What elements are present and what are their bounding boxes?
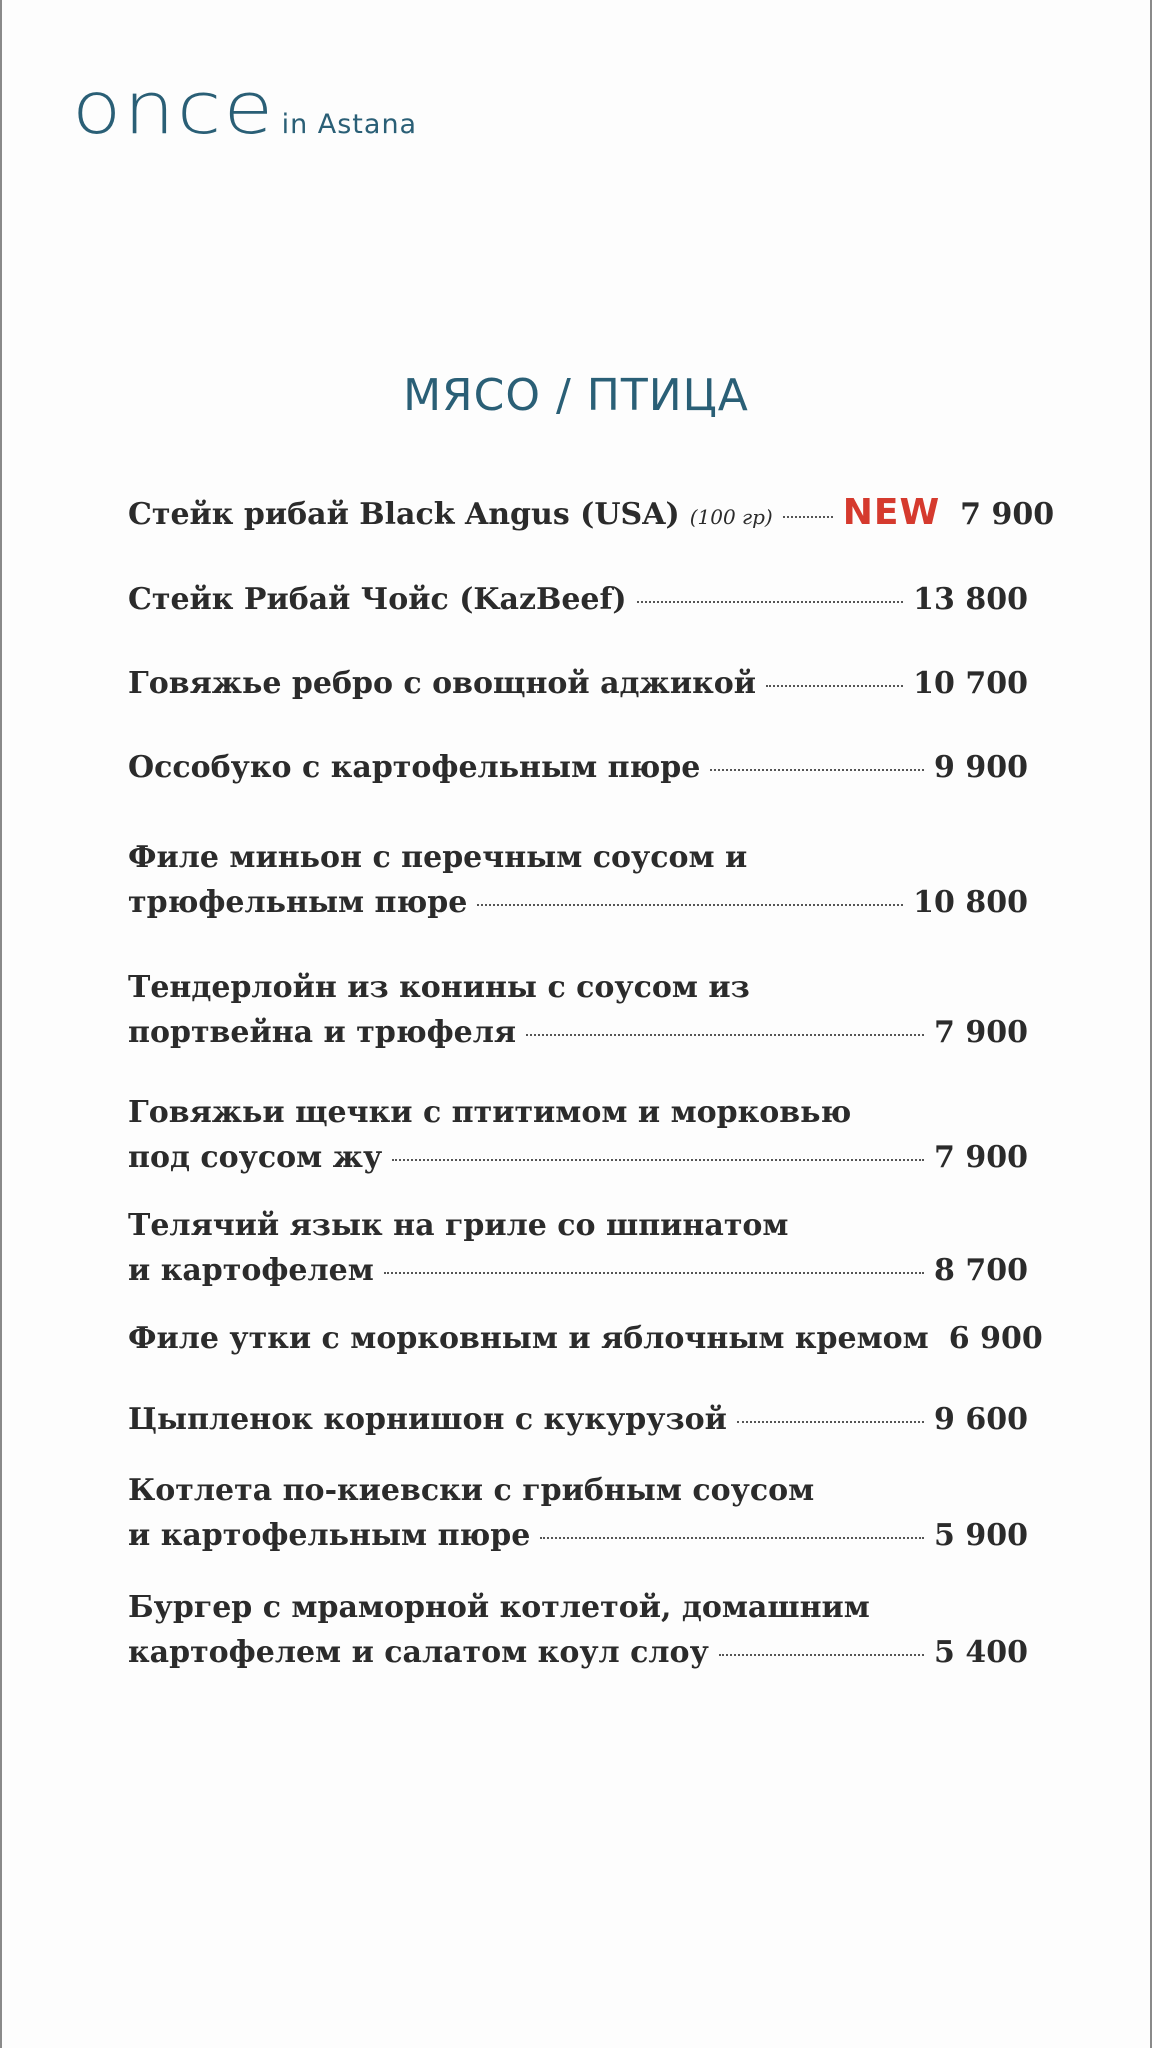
dish-price: 8 700 — [934, 1253, 1028, 1288]
dish-name: трюфельным пюре — [128, 885, 468, 920]
dish-price: 9 900 — [934, 750, 1028, 785]
logo-wordmark: once — [72, 66, 276, 150]
dish-name: и картофельным пюре — [128, 1518, 531, 1553]
section-title: МЯСО / ПТИЦА — [403, 370, 749, 421]
dish-name-line: Телячий язык на гриле со шпинатом — [128, 1208, 789, 1243]
dish-price: 10 700 — [913, 666, 1028, 701]
leader-dots — [540, 1537, 924, 1539]
leader-dots — [783, 516, 833, 518]
leader-dots — [710, 769, 924, 771]
menu-item — [128, 661, 1028, 706]
dish-name: Говяжье ребро с овощной аджикой — [128, 666, 757, 701]
leader-dots — [526, 1034, 924, 1036]
dish-name-line: Филе миньон с перечным соусом и — [128, 840, 748, 875]
menu-item — [128, 1203, 1028, 1293]
leader-dots — [766, 685, 903, 687]
dish-price: 6 900 — [948, 1321, 1043, 1356]
dish-name: картофелем и салатом коул слоу — [128, 1635, 709, 1670]
dish-name: Оссобуко с картофельным пюре — [128, 750, 701, 785]
menu-item — [128, 1585, 1028, 1675]
logo-location: in Astana — [281, 109, 418, 140]
menu-item — [128, 577, 1028, 622]
dish-name-line: Бургер с мраморной котлетой, домашним — [128, 1590, 870, 1625]
menu-item — [128, 835, 1028, 925]
menu-item — [128, 1468, 1028, 1558]
dish-price: 10 800 — [913, 885, 1028, 920]
dish-weight: (100 гр) — [689, 505, 773, 529]
new-badge: NEW — [842, 492, 941, 533]
dish-name: Филе утки с морковным и яблочным кремом — [128, 1321, 929, 1356]
dish-name-line: Тендерлойн из конины с соусом из — [128, 970, 750, 1005]
dish-name: Цыпленок корнишон с кукурузой — [128, 1402, 727, 1437]
dish-name-line: Говяжьи щечки с птитимом и морковью — [128, 1095, 852, 1130]
leader-dots — [392, 1159, 924, 1161]
dish-price: 7 900 — [934, 1015, 1028, 1050]
dish-price: 5 900 — [934, 1518, 1028, 1553]
dish-price: 7 900 — [960, 497, 1055, 532]
dish-name-line: Котлета по-киевски с грибным соусом — [128, 1473, 815, 1508]
menu-item — [128, 745, 1028, 790]
dish-name: и картофелем — [128, 1253, 374, 1288]
dish-name: Стейк Рибай Чойс (KazBeef) — [128, 582, 627, 617]
menu-item — [128, 1397, 1028, 1442]
dish-name: Стейк рибай Black Angus (USA) — [128, 497, 680, 532]
dish-price: 5 400 — [934, 1635, 1028, 1670]
menu-item — [128, 965, 1028, 1055]
menu-item — [128, 490, 1055, 540]
leader-dots — [637, 601, 904, 603]
leader-dots — [384, 1272, 924, 1274]
dish-price: 9 600 — [934, 1402, 1028, 1437]
leader-dots — [737, 1421, 924, 1423]
dish-price: 13 800 — [913, 582, 1028, 617]
leader-dots — [477, 904, 903, 906]
leader-dots — [719, 1654, 924, 1656]
menu-item — [128, 1316, 1043, 1361]
restaurant-logo — [72, 66, 418, 150]
menu-item — [128, 1090, 1028, 1180]
dish-price: 7 900 — [934, 1140, 1028, 1175]
dish-name: портвейна и трюфеля — [128, 1015, 517, 1050]
dish-name: под соусом жу — [128, 1140, 383, 1175]
